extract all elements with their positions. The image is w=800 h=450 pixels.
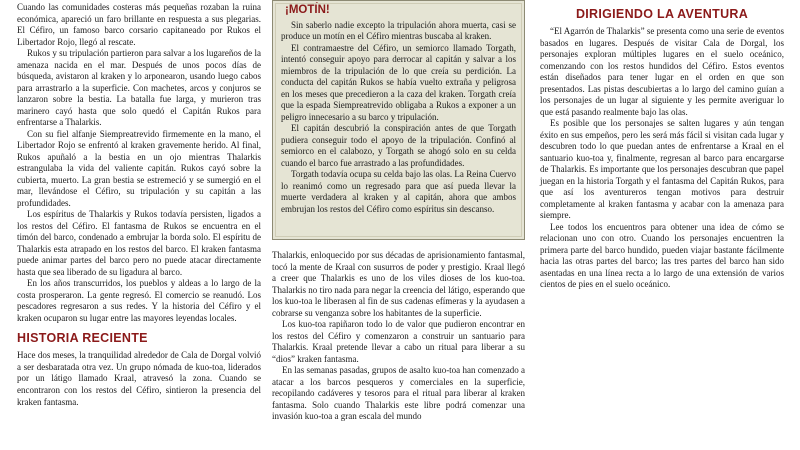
sidebar-paragraph-1: Sin saberlo nadie excepto la tripulación ahora muerta, casi se produce un motín en el Céfiro mientras buscaba al kraken. <box>281 19 516 42</box>
sidebar-title: ¡MOTÍN! <box>285 4 330 16</box>
right-paragraph-2: Es posible que los personajes se salten lugares y aún tengan éxito en sus empeños, pero les será más fácil si visitan cada lugar y descubren todo lo que puedan antes de enfrentarse a Kraal en el santuario kuo-toa y, finalmente, regresan al barco para encargarse de Thalarkis. Es importante que los personajes descubran que papel juegan en la historia Torgath y el fantasma del Capitán Rukos, para que así los aventureros tengan motivos para destruir completamente al kraken fantasma y acabar con la amenaza para siempre. <box>540 118 784 221</box>
middle-paragraph-2: Los kuo-toa rapiñaron todo lo de valor que pudieron encontrar en los restos del Céfiro y comenzaron a construir un santuario para Thalarkis. Kraal pretende llevar a cabo un ritual para liberar a su “dios” kraken fantasma. <box>272 319 525 364</box>
sidebar-paragraph-3: El capitán descubrió la conspiración antes de que Torgath pudiera conseguir todo el apoyo de la tripulación. Confinó al semiorco en el calabozo, y Torgath se ahogó solo en su celda cuando el barco fue arrastrado a las profundidades. <box>281 123 516 168</box>
left-column <box>17 2 261 408</box>
middle-column <box>272 0 525 423</box>
recent-history-paragraph-1: Hace dos meses, la tranquilidad alrededor de Cala de Dorgal volvió a ser desbaratada otra vez. Un grupo nómada de kuo-toa, liderados por un látigo llamado Kraal, atravesó la zona. Cuando se encontraron con los restos del Céfiro, sintieron la presencia del kraken fantasma. <box>17 350 261 407</box>
middle-paragraph-1: Thalarkis, enloquecido por sus décadas de aprisionamiento fantasmal, tocó la mente de Kraal con susurros de poder y prestigio. Kraal llegó a creer que Thalarkis es uno de los viles dioses de los kuo-toa. Thalarkis no tiro nada para negar la creencia del látigo, esperando que los kuo-toa le liberasen al fin de sus cadenas efímeras y la ayudasen a cobrarse su venganza sobre los habitantes de la superficie. <box>272 250 525 318</box>
lore-paragraph-2: Rukos y su tripulación partieron para salvar a los lugareños de la amenaza nacida en el mar. Después de unos pocos días de búsqueda, avistaron al kraken y lo arponearon, usando luego cabos para arrastrarlo a la superficie. Con machetes, arcos y conjuros se lanzaron sobre la bestia. La batalla fue larga, y murieron tras marinero cayó hasta que solo quedó el Capitán Rukos para enfrentarse a Thalarkis. <box>17 48 261 128</box>
middle-paragraph-3: En las semanas pasadas, grupos de asalto kuo-toa han comenzado a atacar a los barcos pesqueros y comerciales en la superficie, recopilando cadáveres y tesoros para el ritual para liberar al kraken fantasma. Solo cuando Thalarkis este libre podrá comenzar una invasión kuo-toa a gran escala del mundo <box>272 365 525 422</box>
historia-reciente-heading: HISTORIA RECIENTE <box>17 331 148 346</box>
lore-paragraph-5: En los años transcurridos, los pueblos y aldeas a lo largo de la costa prosperaron. La gente regresó. El comercio se reanudó. Los pescadores regresaron a sus redes. Y la historia del Céfiro y el kraken ocuparon su lugar entre las mayores leyendas locales. <box>17 278 261 323</box>
middle-body <box>272 250 525 423</box>
lore-paragraph-3: Con su fiel alfanje Siempreatrevido firmemente en la mano, el Libertador Rojo se enfrentó al kraken gravemente herido. Al final, Rukos apuñaló a la bestia en un ojo mientras Thalarkis estrangulaba la vida del valiente capitán. Rukos cayó sobre la cubierta, muerto. La gran bestia se estremeció y se sumergió en el mar, llevándose el Céfiro, su tripulación y su capitán a las profundidades. <box>17 128 261 208</box>
lore-paragraph-4: Los espíritus de Thalarkis y Rukos todavía persisten, ligados a los restos del Céfiro. El fantasma de Rukos se encuentra en el timón del barco, condenado a embrujar la borda solo. El espíritu de Thalarkis esta atrapado en los restos del barco. El kraken fantasma puede animar partes del barco pero no puede atacar directamente hasta que sea liberado de su ligadura al barco. <box>17 209 261 277</box>
right-column <box>540 0 784 291</box>
lore-paragraph-1: Cuando las comunidades costeras más pequeñas rozaban la ruina económica, apareció un faro brillante en respuesta a sus plegarias. El Céfiro, un famoso barco corsario capitaneado por Rukos el Libertador Rojo, llegó al rescate. <box>17 2 261 47</box>
right-paragraph-1: “El Agarrón de Thalarkis” se presenta como una serie de eventos basados en lugares. Después de visitar Cala de Dorgal, los personajes exploran múltiples lugares en el suelo oceánico, comenzando con los restos hundidos del Céfiro. Estos eventos están diseñados para tener lugar en el orden en que son presentados. Las pistas descubiertas a lo largo del camino guían a los personajes de un lugar al siguiente y les permite averiguar lo que está pasando realmente bajo las olas. <box>540 26 784 117</box>
motin-sidebar <box>272 0 525 240</box>
sidebar-paragraph-4: Torgath todavía ocupa su celda bajo las olas. La Reina Cuervo lo reanimó como un regresado para que así pueda llevar la muerte verdadera al kraken y al capitán, ahora que ambos embrujan los restos del Céfiro como espíritus sin descanso. <box>281 169 516 214</box>
dirigiendo-aventura-heading: DIRIGIENDO LA AVENTURA <box>575 7 749 21</box>
right-paragraph-3: Lee todos los encuentros para obtener una idea de cómo se relacionan uno con otro. Cuando los personajes encuentren la primera parte del barco hundido, pueden viajar bastante fácilmente hacia las otras partes del barco; las tres partes del barco han sido asentadas en una línea recta a lo largo de una extensión de varios cientos de pies en el suelo oceánico. <box>540 221 784 290</box>
sidebar-paragraph-2: El contramaestre del Céfiro, un semiorco llamado Torgath, intentó conseguir apoyo para derrocar al capitán y salvar a los miembros de la tripulación de lo que creía su perdición. La conducta del capitán Rukos se había vuelto extraña y peligrosa en los meses que precedieron a la caza del kraken. Torgath creía que la espada Siempreatrevido obligaba a Rukos a exponer a un peligro innecesario a su barco y tripulación. <box>281 42 516 122</box>
